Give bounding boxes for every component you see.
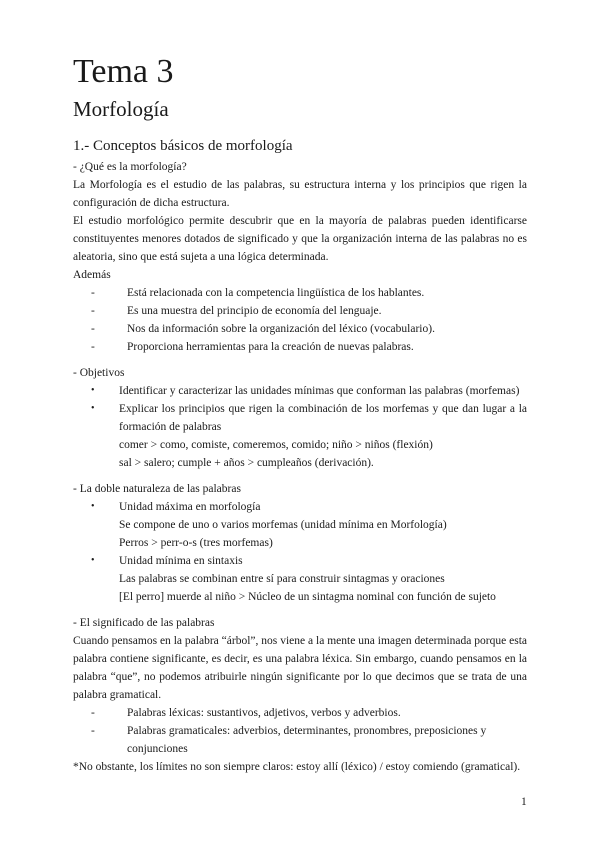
content-body (73, 158, 527, 776)
objetivos-heading: - Objetivos (73, 367, 125, 379)
footnote: *No obstante, los límites no son siempre claros: estoy allí (léxico) / estoy comiendo (gramatical). (73, 761, 521, 773)
list-item: • Unidad máxima en morfología Se compone de uno o varios morfemas (unidad mínima en Morfología) Perros > perr-o-s (tres morfemas) (73, 498, 527, 552)
bullet-icon: • (91, 501, 95, 512)
doble-naturaleza-heading: - La doble naturaleza de las palabras (73, 483, 241, 495)
detail-line: Perros > perr-o-s (tres morfemas) (119, 537, 273, 549)
list-item: • Identificar y caracterizar las unidades mínimas que conforman las palabras (morfemas) (73, 382, 527, 400)
list-item: - Palabras léxicas: sustantivos, adjetivos, verbos y adverbios. (91, 707, 401, 719)
example-line: sal > salero; cumple + años > cumpleaños (derivación). (119, 457, 374, 469)
list-item: • Unidad mínima en sintaxis Las palabras se combinan entre sí para construir sintagmas y oraciones [El perro] muerde al niño > Núcleo de un sintagma nominal con función de sujeto (73, 552, 527, 606)
detail-line: Se compone de uno o varios morfemas (unidad mínima en Morfología) (119, 519, 447, 531)
objetivos-list (73, 382, 527, 472)
page-number: 1 (521, 796, 527, 808)
list-item: • Explicar los principios que rigen la combinación de los morfemas y que dan lugar a la formación de palabras comer > como, comiste, comeremos, comido; niño > niños (flexión) sal > salero; cumple + años > cumpleaños (derivación). (73, 400, 527, 472)
question-heading: - ¿Qué es la morfología? (73, 161, 187, 173)
list-item: - Proporciona herramientas para la creación de nuevas palabras. (91, 341, 414, 353)
bullet-icon: • (91, 385, 95, 396)
section-heading: 1.- Conceptos básicos de morfología (73, 138, 293, 154)
definition-paragraph: La Morfología es el estudio de las palabras, su estructura interna y los principios que rigen la configuración de dicha estructura. (73, 179, 527, 209)
example-line: comer > como, comiste, comeremos, comido; niño > niños (flexión) (119, 439, 433, 451)
detail-line: Las palabras se combinan entre sí para construir sintagmas y oraciones (119, 573, 445, 585)
detail-line: [El perro] muerde al niño > Núcleo de un sintagma nominal con función de sujeto (119, 591, 496, 603)
ademas-label: Además (73, 269, 111, 281)
bullet-icon: • (91, 403, 95, 414)
significado-heading: - El significado de las palabras (73, 617, 215, 629)
significado-paragraph: Cuando pensamos en la palabra “árbol”, nos viene a la mente una imagen determinada porque esta palabra contiene significante, es decir, es una palabra léxica. Sin embargo, cuando pensamos en la palabra “que”, no podemos atribuirle ningún significante por lo que decimos que se trata de una palabra gramatical. (73, 635, 527, 701)
significado-list (73, 704, 527, 758)
doble-naturaleza-list (73, 498, 527, 606)
morphology-study-paragraph: El estudio morfológico permite descubrir que en la mayoría de palabras pueden identificarse constituyentes menores dotados de significado y que la organización interna de las palabras no es aleatoria, sino que está sujeta a una lógica determinada. (73, 215, 527, 263)
list-item: - Nos da información sobre la organización del léxico (vocabulario). (91, 323, 435, 335)
bullet-icon: • (91, 555, 95, 566)
list-item: - Es una muestra del principio de economía del lenguaje. (91, 305, 382, 317)
page-subtitle: Morfología (73, 97, 169, 121)
list-item: - Está relacionada con la competencia lingüística de los hablantes. (91, 287, 425, 299)
ademas-list (73, 284, 527, 356)
page-title: Tema 3 (73, 53, 174, 90)
list-item: - Palabras gramaticales: adverbios, determinantes, pronombres, preposiciones y conjunciones (91, 725, 487, 755)
